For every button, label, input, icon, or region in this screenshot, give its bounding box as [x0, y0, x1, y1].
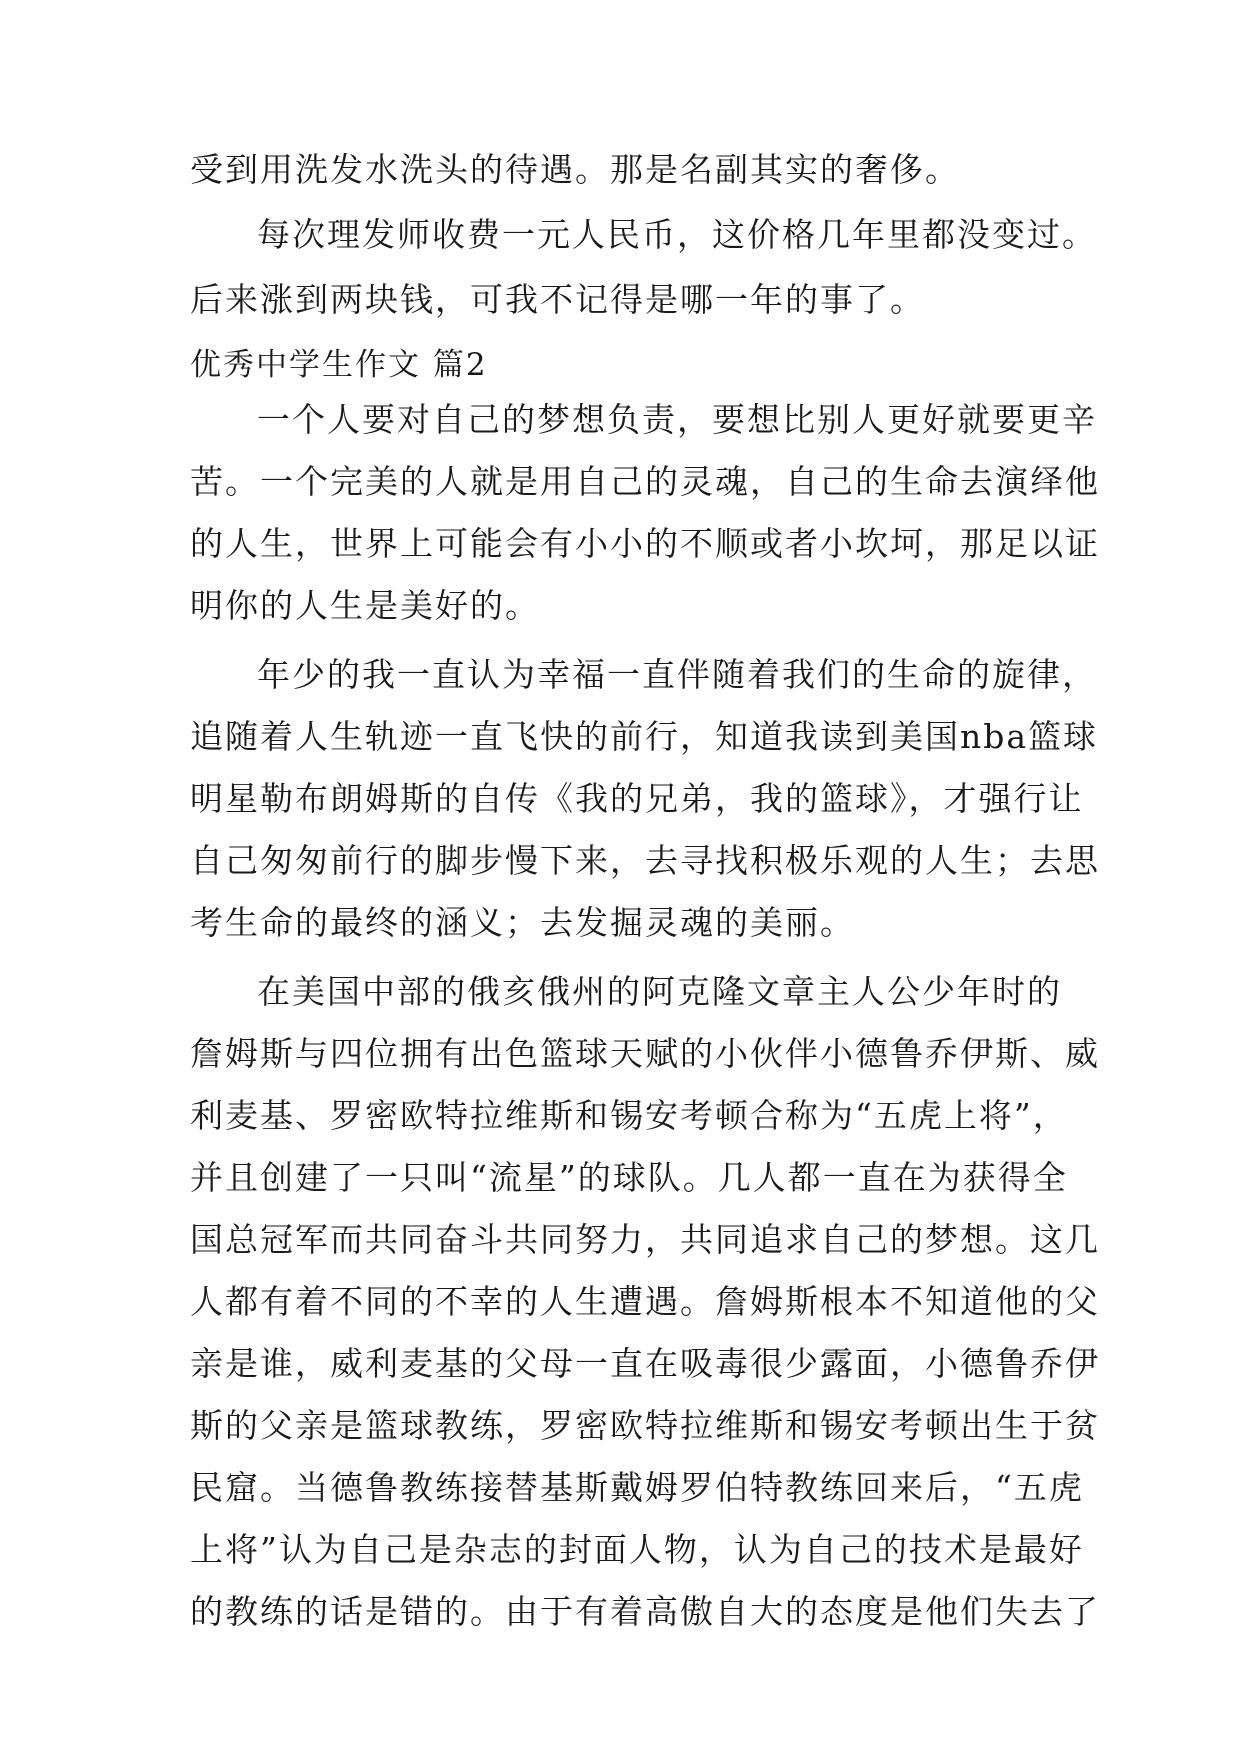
- text-line: 苦。一个完美的人就是用自己的灵魂，自己的生命去演绎他: [190, 462, 1100, 501]
- text-line: 每次理发师收费一元人民币，这价格几年里都没变过。: [257, 215, 1097, 254]
- text-line: 后来涨到两块钱，可我不记得是哪一年的事了。: [190, 280, 925, 319]
- text-line: 明星勒布朗姆斯的自传《我的兄弟，我的篮球》，才强行让: [190, 779, 1084, 818]
- text-line: 一个人要对自己的梦想负责，要想比别人更好就要更辛: [257, 400, 1097, 439]
- text-line: 民窟。当德鲁教练接替基斯戴姆罗伯特教练回来后，“五虎: [190, 1468, 1084, 1507]
- text-line: 受到用洗发水洗头的待遇。那是名副其实的奢侈。: [190, 150, 960, 189]
- text-line: 明你的人生是美好的。: [190, 586, 540, 625]
- text-line: 并且创建了一只叫“流星”的球队。几人都一直在为获得全: [190, 1158, 1068, 1197]
- text-line: 亲是谁，威利麦基的父母一直在吸毒很少露面，小德鲁乔伊: [190, 1344, 1100, 1383]
- text-line: 斯的父亲是篮球教练，罗密欧特拉维斯和锡安考顿出生于贫: [190, 1406, 1100, 1445]
- text-line: 的教练的话是错的。由于有着高傲自大的态度是他们失去了: [190, 1592, 1100, 1631]
- text-line: 利麦基、罗密欧特拉维斯和锡安考顿合称为“五虎上将”，: [190, 1096, 1068, 1135]
- text-line: 考生命的最终的涵义；去发掘灵魂的美丽。: [190, 903, 855, 942]
- text-line: 的人生，世界上可能会有小小的不顺或者小坎坷，那足以证: [190, 524, 1100, 563]
- section-heading: 优秀中学生作文 篇2: [190, 347, 488, 383]
- text-line: 上将”认为自己是杂志的封面人物，认为自己的技术是最好: [190, 1530, 1084, 1569]
- text-line: 年少的我一直认为幸福一直伴随着我们的生命的旋律，: [257, 655, 1097, 694]
- text-line: 詹姆斯与四位拥有出色篮球天赋的小伙伴小德鲁乔伊斯、威: [190, 1034, 1100, 1073]
- text-line: 自己匆匆前行的脚步慢下来，去寻找积极乐观的人生；去思: [190, 841, 1100, 880]
- text-line: 国总冠军而共同奋斗共同努力，共同追求自己的梦想。这几: [190, 1220, 1100, 1259]
- text-line: 追随着人生轨迹一直飞快的前行，知道我读到美国nba篮球: [190, 717, 1099, 756]
- text-line: 人都有着不同的不幸的人生遭遇。詹姆斯根本不知道他的父: [190, 1282, 1100, 1321]
- text-line: 在美国中部的俄亥俄州的阿克隆文章主人公少年时的: [257, 972, 1062, 1011]
